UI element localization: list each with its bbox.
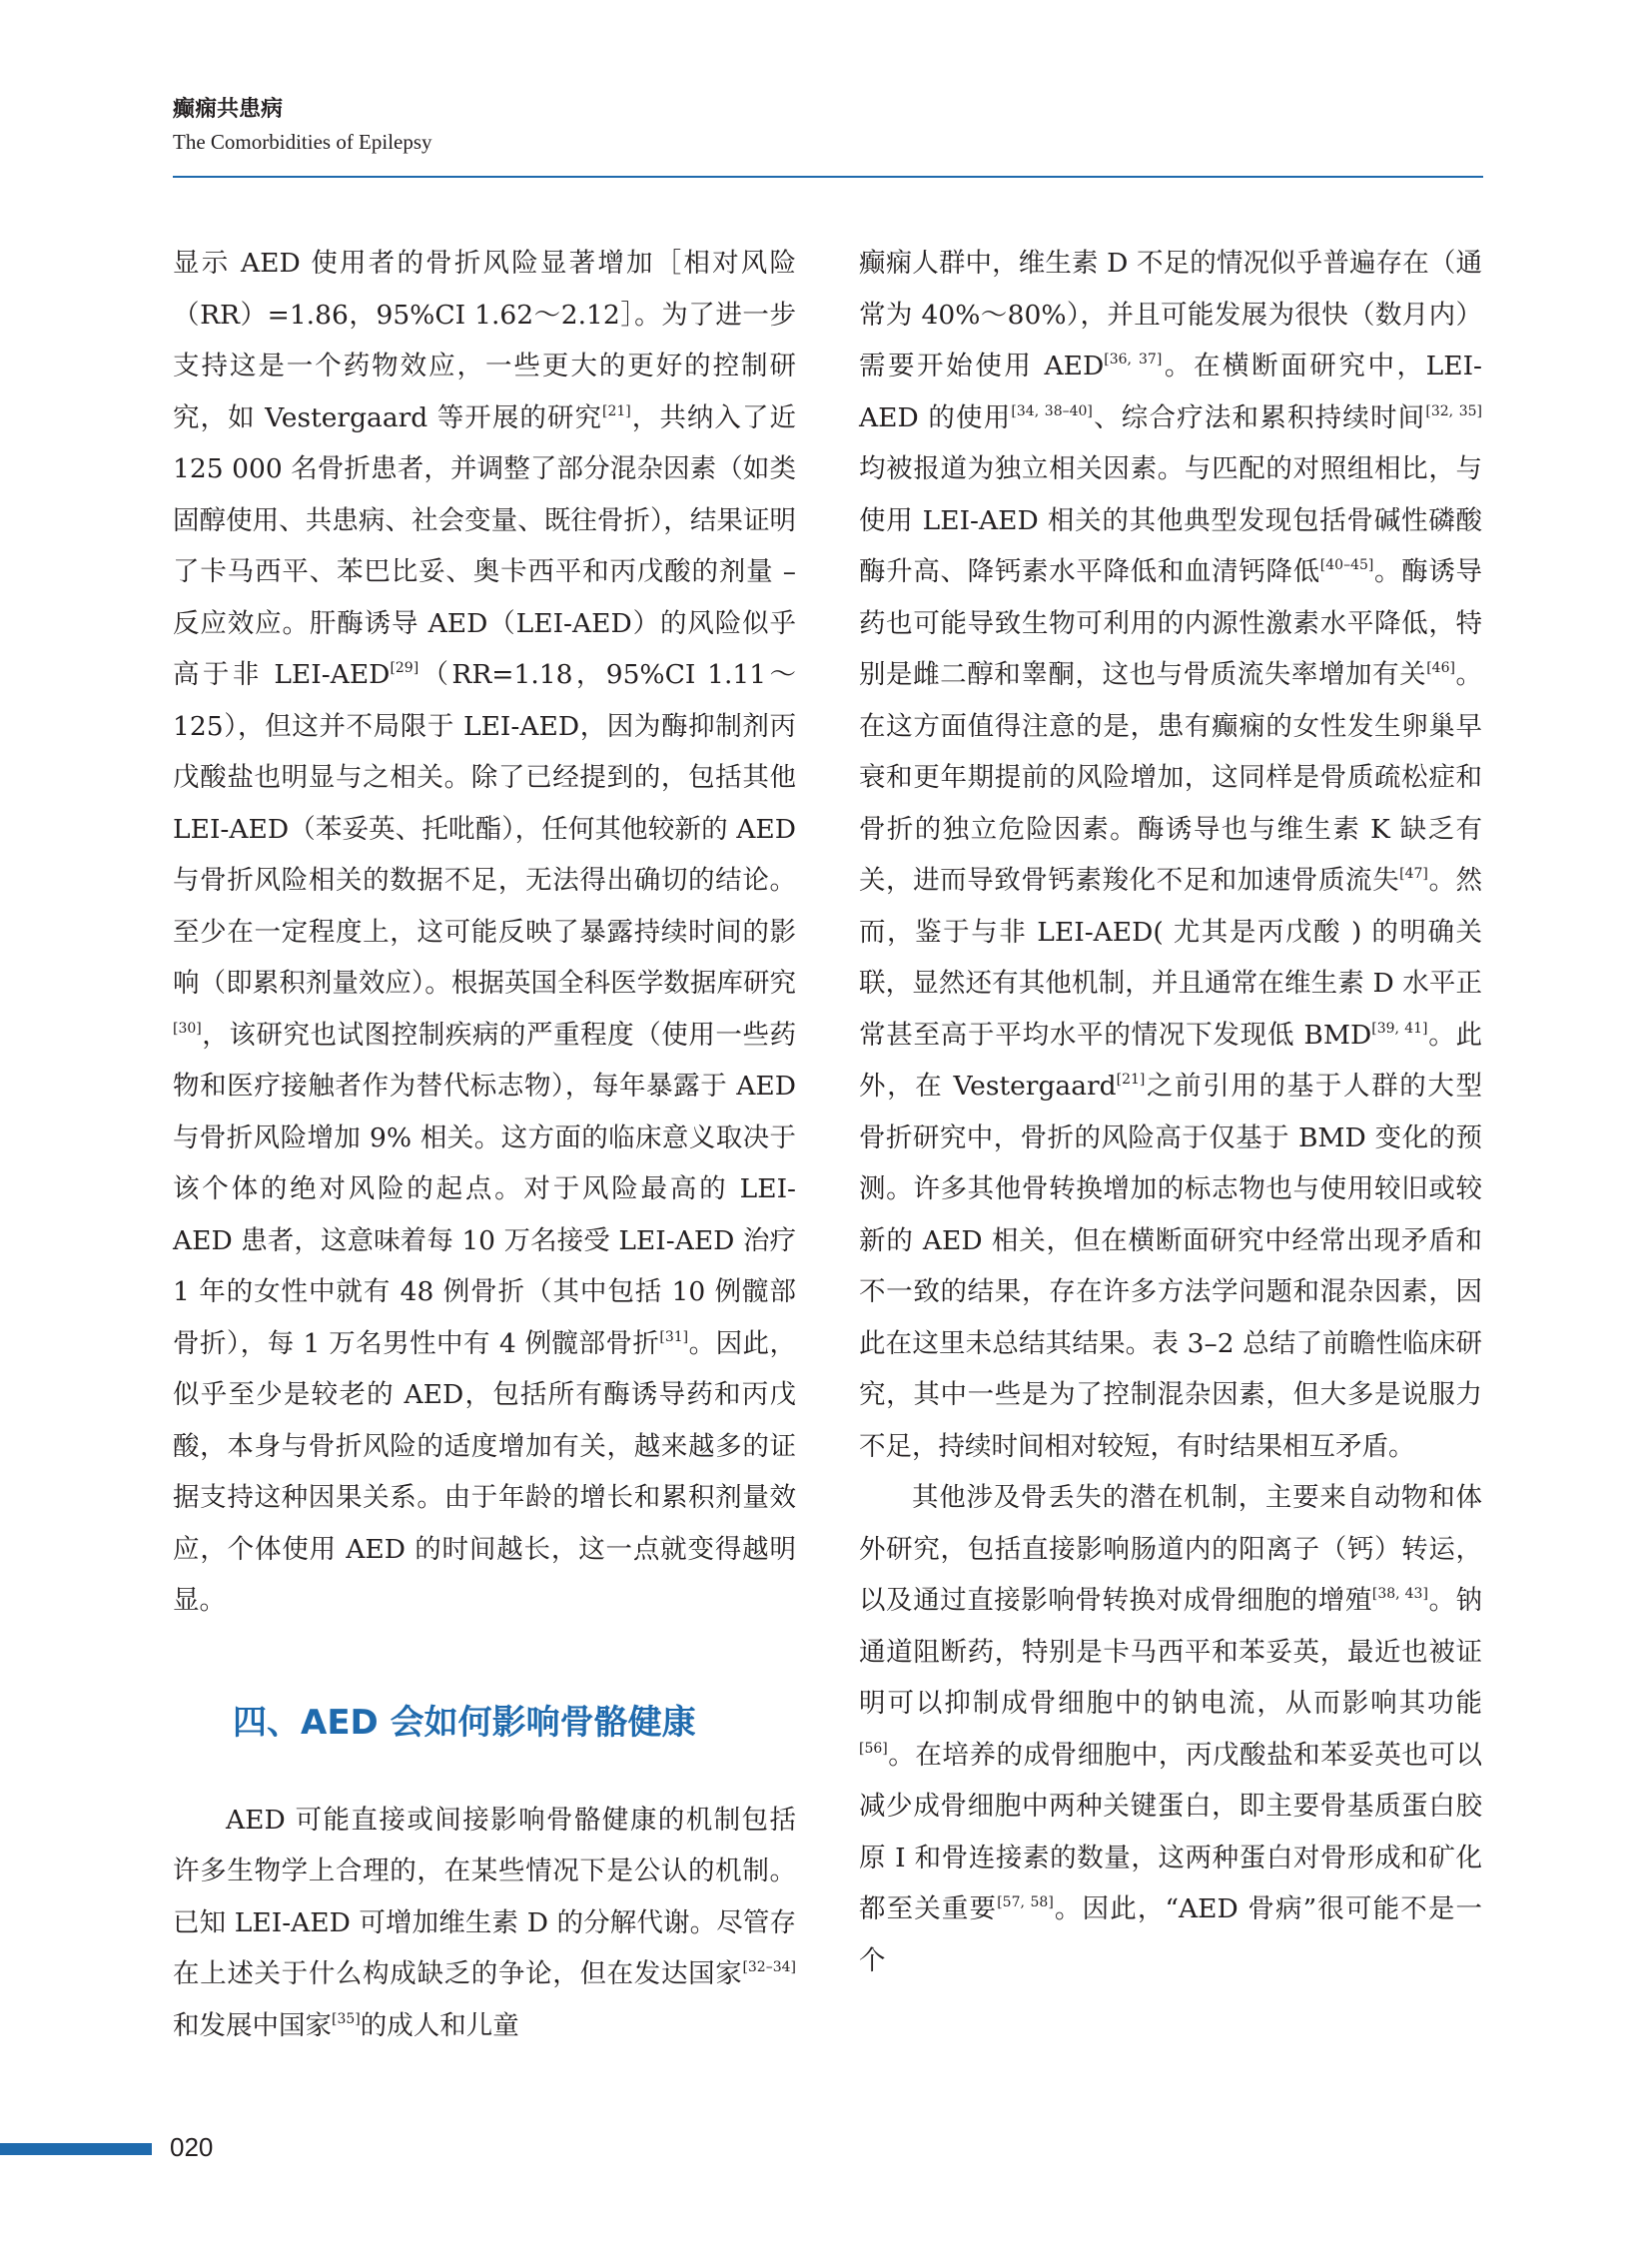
text-run: 、综合疗法和累积持续时间 [1092,401,1426,433]
text-run: 。在横断面研究中，LEI-AED 的使用 [859,351,1483,433]
citation: [56] [859,1740,888,1757]
citation: [46] [1426,660,1455,676]
text-run: 的成人和儿童 [360,2009,519,2041]
citation: [57, 58] [997,1894,1054,1910]
section-heading: 四、AED 会如何影响骨骼健康 [233,1702,696,1743]
citation: [34, 38–40] [1011,402,1093,419]
citation: [36, 37] [1104,352,1163,368]
text-run: 。然而，鉴于与非 LEI-AED( 尤其是丙戊酸 ) 的明确关联，显然还有其他机制，并且通常在维生素 D 水平正常甚至高于平均水平的情况下发现低 BMD [859,865,1483,1051]
right-paragraph-1 [859,238,1482,1472]
citation: [47] [1399,866,1428,882]
citation: [32–34] [742,1959,796,1975]
text-run: （RR=1.18，95%CI 1.11～125），但这并不局限于 LEI-AED，因为酶抑制剂丙戊酸盐也明显与之相关。除了已经提到的，包括其他 LEI-AED（苯妥英、托吡酯），任何其他较新的 AED 与骨折风险相关的数据不足，无法得出确切的结论。至少在一定程度上，这可能反映了暴露持续时间的影响（即累积剂量效应）。根据英国全科医学数据库研究 [173,659,796,999]
citation: [32, 35] [1425,402,1483,419]
citation: [31] [659,1328,689,1345]
left-paragraph-2 [173,1795,796,2052]
header-rule [173,176,1483,178]
citation: [35] [332,2010,361,2027]
page-number: 020 [170,2132,214,2162]
citation: [21] [602,402,631,419]
citation: [21] [1116,1072,1146,1088]
running-header-chinese: 癫痫共患病 [173,97,284,122]
text-run: 。在这方面值得注意的是，患有癫痫的女性发生卵巢早衰和更年期提前的风险增加，这同样是骨质疏松症和骨折的独立危险因素。酶诱导也与维生素 K 缺乏有关，进而导致骨钙素羧化不足和加速骨质流失 [859,659,1483,896]
text-run: 。在培养的成骨细胞中，丙戊酸盐和苯妥英也可以减少成骨细胞中两种关键蛋白，即主要骨基质蛋白胶原 I 和骨连接素的数量，这两种蛋白对骨形成和矿化都至关重要 [859,1739,1482,1924]
citation: [29] [390,660,419,676]
text-run: ，该研究也试图控制疾病的严重程度（使用一些药物和医疗接触者作为替代标志物），每年暴露于 AED 与骨折风险增加 9% 相关。这方面的临床意义取决于该个体的绝对风险的起点。对于风险最高的 LEI-AED 患者，这意味着每 10 万名接受 LEI-AED 治疗 1 年的女性中就有 48 例骨折（其中包括 10 例髋部骨折），每 1 万名男性中有 4 例髋部骨折 [173,1019,796,1359]
footer-bar [0,2143,152,2155]
text-run: 。因此，“AED 骨病”很可能不是一个 [859,1893,1483,1976]
text-run: 和发展中国家 [173,2009,332,2041]
text-run: 。此外，在 Vestergaard [859,1019,1483,1102]
citation: [30] [173,1020,202,1037]
text-run: 显示 AED 使用者的骨折风险显著增加［相对风险（RR）=1.86，95%CI 1.62～2.12］。为了进一步支持这是一个药物效应，一些更大的更好的控制研究，如 Vestergaard 等开展的研究 [173,248,796,433]
text-run: 。因此，似乎至少是较老的 AED，包括所有酶诱导药和丙戊酸，本身与骨折风险的适度增加有关，越来越多的证据支持这种因果关系。由于年龄的增长和累积剂量效应，个体使用 AED 的时间越长，这一点就变得越明显。 [173,1327,797,1616]
citation: [40–45] [1319,557,1374,573]
citation: [38, 43] [1371,1586,1428,1602]
running-header-english: The Comorbidities of Epilepsy [173,130,432,154]
text-run: ，共纳入了近 125 000 名骨折患者，并调整了部分混杂因素（如类固醇使用、共患病、社会变量、既往骨折），结果证明了卡马西平、苯巴比妥、奥卡西平和丙戊酸的剂量 – 反应效应。肝酶诱导 AED（LEI-AED）的风险似乎高于非 LEI-AED [173,401,797,690]
citation: [39, 41] [1371,1020,1428,1037]
text-run: 癫痫人群中，维生素 D 不足的情况似乎普遍存在（通常为 40%～80%），并且可能发展为很快（数月内）需要开始使用 AED [859,248,1482,381]
text-run: 。钠通道阻断药，特别是卡马西平和苯妥英，最近也被证明可以抑制成骨细胞中的钠电流，从而影响其功能 [859,1585,1483,1719]
text-run: 其他涉及骨丢失的潜在机制，主要来自动物和体外研究，包括直接影响肠道内的阳离子（钙）转运，以及通过直接影响骨转换对成骨细胞的增殖 [859,1482,1482,1616]
text-run: 均被报道为独立相关因素。与匹配的对照组相比，与使用 LEI-AED 相关的其他典型发现包括骨碱性磷酸酶升高、降钙素水平降低和血清钙降低 [859,453,1482,587]
right-paragraph-2 [859,1472,1482,1986]
left-column [173,238,796,2051]
left-paragraph-1 [173,238,796,1627]
right-column [859,238,1482,1986]
text-run: 。酶诱导药也可能导致生物可利用的内源性激素水平降低，特别是雌二醇和睾酮，这也与骨质流失率增加有关 [859,556,1483,690]
text-run: 之前引用的基于人群的大型骨折研究中，骨折的风险高于仅基于 BMD 变化的预测。许多其他骨转换增加的标志物也与使用较旧或较新的 AED 相关，但在横断面研究中经常出现矛盾和不一致的结果，存在许多方法学问题和混杂因素，因此在这里未总结其结果。表 3–2 总结了前瞻性临床研究，其中一些是为了控制混杂因素，但大多是说服力不足，持续时间相对较短，有时结果相互矛盾。 [859,1071,1482,1462]
text-run: AED 可能直接或间接影响骨骼健康的机制包括许多生物学上合理的，在某些情况下是公认的机制。已知 LEI-AED 可增加维生素 D 的分解代谢。尽管存在上述关于什么构成缺乏的争论，但在发达国家 [173,1804,796,1989]
